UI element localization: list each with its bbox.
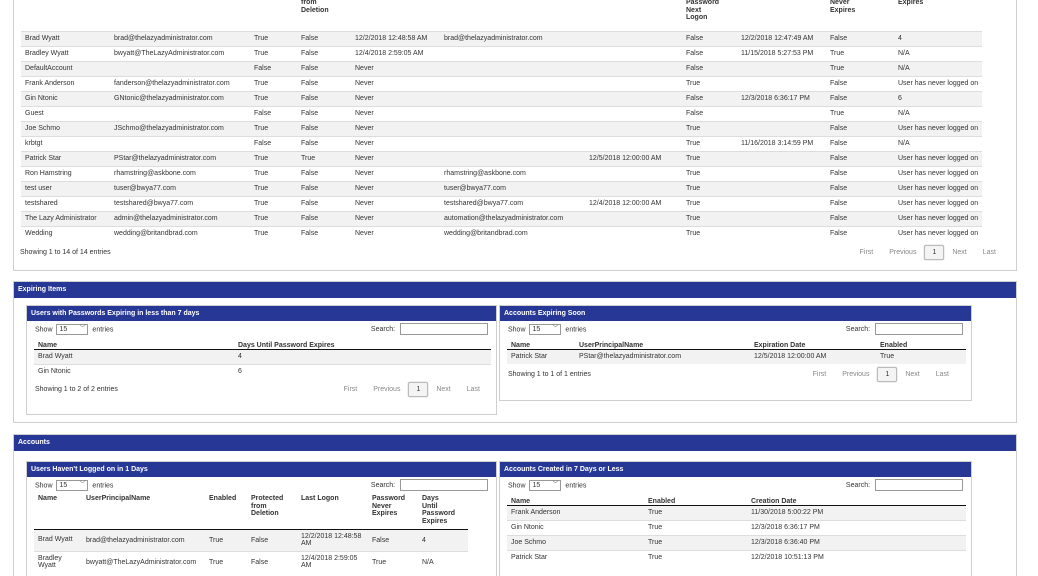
table-cell: False — [682, 106, 737, 121]
table-cell: User has never logged on — [894, 196, 982, 211]
accounts-expiring-panel — [499, 305, 972, 401]
table-cell: N/A — [894, 46, 982, 61]
table-cell: False — [682, 46, 737, 61]
table-cell: True — [250, 76, 297, 91]
table-cell — [737, 196, 826, 211]
table-cell: True — [682, 136, 737, 151]
table-cell — [440, 121, 585, 136]
column-header-last-logon[interactable]: Last Logon — [297, 493, 368, 529]
table-cell — [440, 76, 585, 91]
table-cell: True — [250, 196, 297, 211]
table-cell: Never — [351, 181, 440, 196]
table-cell: Ron Hamstring — [21, 166, 110, 181]
table-cell — [585, 46, 682, 61]
table-cell: 12/5/2018 12:00:00 AM — [585, 151, 682, 166]
pager-last[interactable]: Last — [982, 248, 996, 256]
column-header-name[interactable]: Name — [507, 493, 644, 505]
page-size-select[interactable]: 15 ﹀ — [529, 480, 561, 491]
table-cell: PStar@thelazyadministrator.com — [110, 151, 250, 166]
table-cell: Never — [351, 106, 440, 121]
passwords-expiring-header: Users with Passwords Expiring in less than 7 days — [27, 306, 496, 321]
table-cell — [737, 166, 826, 181]
column-header-creation-date[interactable]: Creation Date — [747, 493, 966, 505]
table-cell — [440, 106, 585, 121]
table-cell: testshared@bwya77.com — [440, 196, 585, 211]
users-table-info: Showing 1 to 14 of 14 entries — [20, 248, 111, 256]
column-header-name[interactable]: Name — [507, 337, 575, 349]
users-panel — [13, 0, 1017, 271]
table-cell: 11/15/2018 5:27:53 PM — [737, 46, 826, 61]
column-header-enabled[interactable]: Enabled — [876, 337, 966, 349]
users-table — [21, 0, 982, 241]
table-cell: False — [826, 166, 894, 181]
table-cell: User has never logged on — [894, 226, 982, 241]
table-cell — [585, 166, 682, 181]
table-cell: Frank Anderson — [21, 76, 110, 91]
table-row: Patrick Star PStar@thelazyadministrator.com 12/5/2018 12:00:00 AM True — [507, 349, 966, 364]
chevron-down-icon: ﹀ — [552, 325, 559, 332]
column-header-password-never-expires[interactable]: Password Never Expires — [368, 493, 418, 529]
accounts-expiring-pager — [805, 367, 957, 382]
table-row — [21, 106, 982, 121]
table-cell: testshared@bwya77.com — [110, 196, 250, 211]
table-cell — [737, 61, 826, 76]
chevron-down-icon: ﹀ — [552, 481, 559, 488]
pager-last[interactable]: Last — [466, 385, 480, 393]
expiring-items-panel — [13, 281, 1017, 423]
table-cell: User has never logged on — [894, 181, 982, 196]
table-cell: N/A — [894, 106, 982, 121]
not-logged-on-panel — [26, 461, 497, 576]
table-cell: JSchmo@thelazyadministrator.com — [110, 121, 250, 136]
table-cell: False — [297, 61, 351, 76]
table-row — [21, 46, 982, 61]
table-cell: False — [297, 91, 351, 106]
table-cell: N/A — [894, 136, 982, 151]
table-cell: False — [826, 91, 894, 106]
column-header-enabled[interactable]: Enabled — [205, 493, 247, 529]
table-row: Gin Ntonic 6 — [34, 364, 491, 379]
table-cell: 4 — [894, 31, 982, 46]
table-cell — [440, 61, 585, 76]
column-header-expiration-date[interactable]: Expiration Date — [750, 337, 876, 349]
table-cell: User has never logged on — [894, 151, 982, 166]
column-header-upn[interactable]: UserPrincipalName — [575, 337, 750, 349]
table-cell: True — [682, 196, 737, 211]
column-header-name[interactable]: Name — [34, 493, 82, 529]
table-row — [21, 76, 982, 91]
table-cell: False — [297, 166, 351, 181]
table-cell: 12/2/2018 12:47:49 AM — [737, 31, 826, 46]
column-header-change-password[interactable]: Password Next Logon — [686, 0, 720, 21]
table-cell: rhamstring@askbone.com — [110, 166, 250, 181]
table-row — [21, 91, 982, 106]
table-cell: False — [250, 106, 297, 121]
table-row — [21, 196, 982, 211]
table-cell: tuser@bwya77.com — [440, 181, 585, 196]
table-cell: False — [826, 211, 894, 226]
column-header-days-until[interactable]: Days Until Password Expires — [234, 337, 491, 349]
table-row: Frank Anderson True 11/30/2018 5:00:22 PM — [507, 505, 966, 520]
table-cell: True — [297, 151, 351, 166]
pager-page-1[interactable]: 1 — [924, 245, 944, 260]
accounts-expiring-controls: Show 15 ﹀ entries Search: — [500, 321, 971, 337]
table-row — [21, 166, 982, 181]
table-row — [21, 31, 982, 46]
users-table-footer — [14, 242, 1016, 262]
table-cell: True — [250, 226, 297, 241]
table-cell: True — [250, 151, 297, 166]
not-logged-on-controls: Show 15 ﹀ entries Search: — [27, 477, 496, 493]
table-cell: Never — [351, 61, 440, 76]
accounts-header: Accounts — [14, 435, 1016, 451]
table-cell — [585, 226, 682, 241]
table-cell: False — [682, 91, 737, 106]
table-cell: test user — [21, 181, 110, 196]
table-cell — [585, 181, 682, 196]
table-cell: admin@thelazyadministrator.com — [110, 211, 250, 226]
search-input[interactable] — [400, 323, 488, 335]
table-cell: False — [297, 196, 351, 211]
table-cell — [440, 136, 585, 151]
table-cell: True — [682, 181, 737, 196]
table-row: Brad Wyatt 4 — [34, 349, 491, 364]
created-recent-controls: Show 15 ﹀ entries Search: — [500, 477, 971, 493]
table-row — [21, 61, 982, 76]
table-cell: False — [826, 196, 894, 211]
table-cell — [737, 211, 826, 226]
table-cell: False — [682, 31, 737, 46]
table-cell: brad@thelazyadministrator.com — [440, 31, 585, 46]
not-logged-on-table — [34, 493, 468, 573]
table-cell — [440, 91, 585, 106]
accounts-expiring-header: Accounts Expiring Soon — [500, 306, 971, 321]
table-cell: The Lazy Administrator — [21, 211, 110, 226]
table-cell: GNtonic@thelazyadministrator.com — [110, 91, 250, 106]
table-cell: False — [826, 151, 894, 166]
column-header-upn[interactable]: UserPrincipalName — [82, 493, 205, 529]
created-recent-panel — [499, 461, 972, 576]
table-cell — [585, 31, 682, 46]
table-cell: True — [682, 121, 737, 136]
table-row: Joe Schmo True 12/3/2018 6:36:40 PM — [507, 535, 966, 550]
table-cell: False — [826, 76, 894, 91]
table-cell: N/A — [894, 61, 982, 76]
passwords-expiring-info: Showing 1 to 2 of 2 entries — [35, 385, 118, 393]
table-cell: True — [682, 166, 737, 181]
page-size-select[interactable]: 15 ﹀ — [56, 480, 88, 491]
table-cell: False — [297, 46, 351, 61]
table-cell: False — [826, 121, 894, 136]
page-size-select[interactable]: 15 ﹀ — [529, 324, 561, 335]
table-row — [21, 211, 982, 226]
table-cell — [440, 46, 585, 61]
table-row — [21, 226, 982, 241]
table-row — [21, 181, 982, 196]
table-cell — [440, 151, 585, 166]
table-cell: brad@thelazyadministrator.com — [110, 31, 250, 46]
table-cell: User has never logged on — [894, 121, 982, 136]
table-cell: fanderson@thelazyadministrator.com — [110, 76, 250, 91]
table-cell: False — [297, 106, 351, 121]
column-header-protected[interactable]: Protected from Deletion — [247, 493, 297, 529]
table-cell: True — [250, 31, 297, 46]
users-pager — [852, 245, 1004, 260]
table-cell — [737, 226, 826, 241]
table-cell: True — [826, 61, 894, 76]
passwords-expiring-pager — [336, 382, 488, 397]
table-cell: tuser@bwya77.com — [110, 181, 250, 196]
table-cell: Wedding — [21, 226, 110, 241]
users-table-header — [21, 0, 982, 31]
table-cell: User has never logged on — [894, 211, 982, 226]
table-cell — [585, 76, 682, 91]
table-cell: wedding@britandbrad.com — [440, 226, 585, 241]
table-row — [21, 151, 982, 166]
pager-next[interactable]: Next — [952, 248, 967, 256]
table-cell — [737, 151, 826, 166]
expiring-items-header: Expiring Items — [14, 282, 1016, 298]
table-cell: Bradley Wyatt — [21, 46, 110, 61]
table-cell: User has never logged on — [894, 166, 982, 181]
table-cell: False — [826, 181, 894, 196]
pager-first[interactable]: First — [812, 370, 827, 378]
created-recent-header: Accounts Created in 7 Days or Less — [500, 462, 971, 477]
table-cell: True — [250, 181, 297, 196]
table-cell: Never — [351, 91, 440, 106]
table-cell: wedding@britandbrad.com — [110, 226, 250, 241]
table-cell: 6 — [894, 91, 982, 106]
table-cell: False — [250, 136, 297, 151]
pager-previous[interactable]: Previous — [889, 248, 917, 256]
table-cell: True — [682, 211, 737, 226]
table-cell: False — [297, 211, 351, 226]
table-cell: False — [297, 136, 351, 151]
table-row: Gin Ntonic True 12/3/2018 6:36:17 PM — [507, 520, 966, 535]
column-header-protected[interactable]: from Deletion — [301, 0, 329, 14]
table-cell — [110, 136, 250, 151]
table-cell: 12/4/2018 12:00:00 AM — [585, 196, 682, 211]
passwords-expiring-table — [34, 337, 491, 379]
table-cell: Gin Ntonic — [21, 91, 110, 106]
table-cell: Never — [351, 211, 440, 226]
table-cell: Never — [351, 166, 440, 181]
table-cell — [585, 136, 682, 151]
table-cell: True — [250, 211, 297, 226]
page-size-select[interactable]: 15 ﹀ — [56, 324, 88, 335]
table-cell: True — [250, 91, 297, 106]
created-recent-table — [507, 493, 966, 565]
table-cell — [737, 76, 826, 91]
chevron-down-icon: ﹀ — [79, 325, 86, 332]
table-cell: False — [297, 181, 351, 196]
table-cell: Guest — [21, 106, 110, 121]
table-cell: Never — [351, 76, 440, 91]
table-cell: True — [250, 46, 297, 61]
not-logged-on-header: Users Haven't Logged on in 1 Days — [27, 462, 496, 477]
table-row: Bradley Wyatt bwyatt@TheLazyAdministrator.com True False 12/4/2018 2:59:05 AM True N/A — [34, 551, 468, 573]
table-cell: DefaultAccount — [21, 61, 110, 76]
table-row — [21, 136, 982, 151]
table-cell: bwyatt@TheLazyAdministrator.com — [110, 46, 250, 61]
table-cell: True — [250, 166, 297, 181]
table-cell: True — [826, 106, 894, 121]
table-cell: 12/2/2018 12:48:58 AM — [351, 31, 440, 46]
table-cell: False — [826, 226, 894, 241]
table-cell — [585, 211, 682, 226]
table-cell: True — [682, 226, 737, 241]
table-cell: True — [250, 121, 297, 136]
pager-page-1[interactable]: 1 — [877, 367, 897, 382]
table-cell — [110, 106, 250, 121]
chevron-down-icon: ﹀ — [79, 481, 86, 488]
table-cell: 12/4/2018 2:59:05 AM — [351, 46, 440, 61]
table-cell — [585, 121, 682, 136]
table-cell: Joe Schmo — [21, 121, 110, 136]
table-cell: User has never logged on — [894, 76, 982, 91]
table-cell: True — [682, 151, 737, 166]
pager-first[interactable]: First — [859, 248, 874, 256]
table-cell — [585, 91, 682, 106]
pager-previous[interactable]: Previous — [373, 385, 401, 393]
column-header-password-never-expires[interactable]: Never Expires — [830, 0, 856, 14]
table-cell — [585, 61, 682, 76]
table-cell — [737, 121, 826, 136]
column-header-name[interactable]: Name — [34, 337, 234, 349]
table-row: Patrick Star True 12/2/2018 10:51:13 PM — [507, 550, 966, 565]
search-input[interactable] — [875, 479, 963, 491]
table-cell: testshared — [21, 196, 110, 211]
pager-next[interactable]: Next — [436, 385, 451, 393]
table-cell: 12/3/2018 6:36:17 PM — [737, 91, 826, 106]
table-row: Brad Wyatt brad@thelazyadministrator.com True False 12/2/2018 12:48:58 AM False 4 — [34, 529, 468, 551]
pager-next[interactable]: Next — [905, 370, 920, 378]
table-cell — [585, 106, 682, 121]
table-cell: Never — [351, 196, 440, 211]
table-cell — [110, 61, 250, 76]
table-cell: Never — [351, 151, 440, 166]
table-cell: False — [297, 226, 351, 241]
pager-page-1[interactable]: 1 — [408, 382, 428, 397]
passwords-expiring-panel — [26, 305, 497, 415]
passwords-expiring-controls: Show 15 ﹀ entries Search: — [27, 321, 496, 337]
table-cell: False — [297, 121, 351, 136]
table-cell: False — [826, 136, 894, 151]
table-cell: False — [250, 61, 297, 76]
table-cell: Never — [351, 226, 440, 241]
column-header-days-until-expires[interactable]: Days Until Password Expires — [418, 493, 468, 529]
table-cell: Patrick Star — [21, 151, 110, 166]
search-input[interactable] — [400, 479, 488, 491]
table-cell: krbtgt — [21, 136, 110, 151]
table-cell — [737, 181, 826, 196]
table-cell: True — [826, 46, 894, 61]
table-cell: Brad Wyatt — [21, 31, 110, 46]
table-cell: Never — [351, 136, 440, 151]
search-input[interactable] — [875, 323, 963, 335]
table-cell: True — [682, 76, 737, 91]
table-cell — [737, 106, 826, 121]
table-cell: 11/16/2018 3:14:59 PM — [737, 136, 826, 151]
accounts-panel — [13, 434, 1017, 576]
table-row — [21, 121, 982, 136]
table-cell: False — [297, 76, 351, 91]
table-cell: Never — [351, 121, 440, 136]
accounts-expiring-info: Showing 1 to 1 of 1 entries — [508, 370, 591, 378]
column-header-enabled[interactable]: Enabled — [644, 493, 747, 505]
table-cell: False — [826, 31, 894, 46]
table-cell: False — [682, 61, 737, 76]
accounts-expiring-table — [507, 337, 966, 364]
table-cell: automation@thelazyadministrator.com — [440, 211, 585, 226]
pager-previous[interactable]: Previous — [842, 370, 870, 378]
pager-last[interactable]: Last — [935, 370, 949, 378]
table-cell: rhamstring@askbone.com — [440, 166, 585, 181]
table-cell: False — [297, 31, 351, 46]
column-header-days-until-expires[interactable]: Expires — [898, 0, 924, 6]
pager-first[interactable]: First — [343, 385, 358, 393]
users-table-body — [21, 31, 982, 241]
